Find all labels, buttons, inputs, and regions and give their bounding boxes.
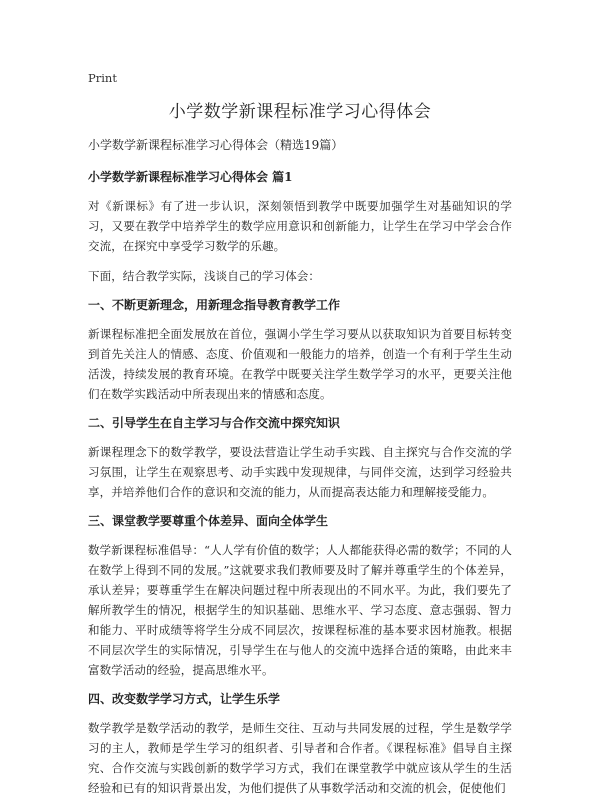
page-title: 小学数学新课程标准学习心得体会 bbox=[168, 102, 432, 122]
section-body: 数学教学是数学活动的教学，是师生交往、互动与共同发展的过程，学生是数学学习的主人，教师是学生学习的组织者、引导者和合作者。《课程标准》倡导自主探究、合作交流与实践创新的数学学习方式，我们在课堂教学中就应该从学生的生活经验和已有的知识背景出发，为他们提供了从事数学活动和交流的机会，促使他们 bbox=[88, 721, 512, 795]
intro-paragraph: 下面，结合教学实际，浅谈自己的学习体会： bbox=[88, 269, 320, 283]
section-heading: 四、改变数学学习方式，让学生乐学 bbox=[88, 692, 281, 706]
section-heading: 二、引导学生在自主学习与合作交流中探究知识 bbox=[88, 416, 341, 430]
piece-title: 小学数学新课程标准学习心得体会 篇1 bbox=[88, 170, 293, 184]
section-body: 新课程理念下的数学教学，要设法营造让学生动手实践、自主探究与合作交流的学习氛围，让学生在观察思考、动手实践中发现规律，与同伴交流，达到学习经验共享，并培养他们合作的意识和交流的能力，从而提高表达能力和理解接受能力。 bbox=[88, 445, 512, 499]
section-heading: 一、不断更新理念，用新理念指导教育教学工作 bbox=[88, 298, 341, 312]
section-body: 数学新课程标准倡导：“人人学有价值的数学；人人都能获得必需的数学；不同的人在数学上得到不同的发展。”这就要求我们教师要及时了解并尊重学生的个体差异，承认差异；要尊重学生在解决问题过程中所表现出的不同水平。为此，我们要先了解所教学生的情况，根据学生的知识基础、思维水平、学习态度、意志强弱、智力和能力、平时成绩等将学生分成不同层次，按课程标准的基本要求因材施教。根据不同层次学生的实际情况，引导学生在与他人的交流中选择合适的策略，由此来丰富数学活动的经验，提高思维水平。 bbox=[88, 543, 512, 677]
print-link[interactable]: Print bbox=[88, 71, 117, 85]
intro-paragraph: 对《新课标》有了进一步认识，深刻领悟到教学中既要加强学生对基础知识的学习，又要在教学中培养学生的数学应用意识和创新能力，让学生在学习中学会合作交流，在探究中享受学习数学的乐趣。 bbox=[88, 199, 512, 253]
document-subtitle: 小学数学新课程标准学习心得体会（精选19篇） bbox=[88, 138, 344, 152]
section-body: 新课程标准把全面发展放在首位，强调小学生学习要从以获取知识为首要目标转变到首先关注人的情感、态度、价值观和一般能力的培养，创造一个有利于学生生动活泼，持续发展的教育环境。在教学中既要关注学生数学学习的水平，更要关注他们在数学实践活动中所表现出来的情感和态度。 bbox=[88, 327, 512, 401]
section-heading: 三、课堂教学要尊重个体差异、面向全体学生 bbox=[88, 514, 329, 528]
